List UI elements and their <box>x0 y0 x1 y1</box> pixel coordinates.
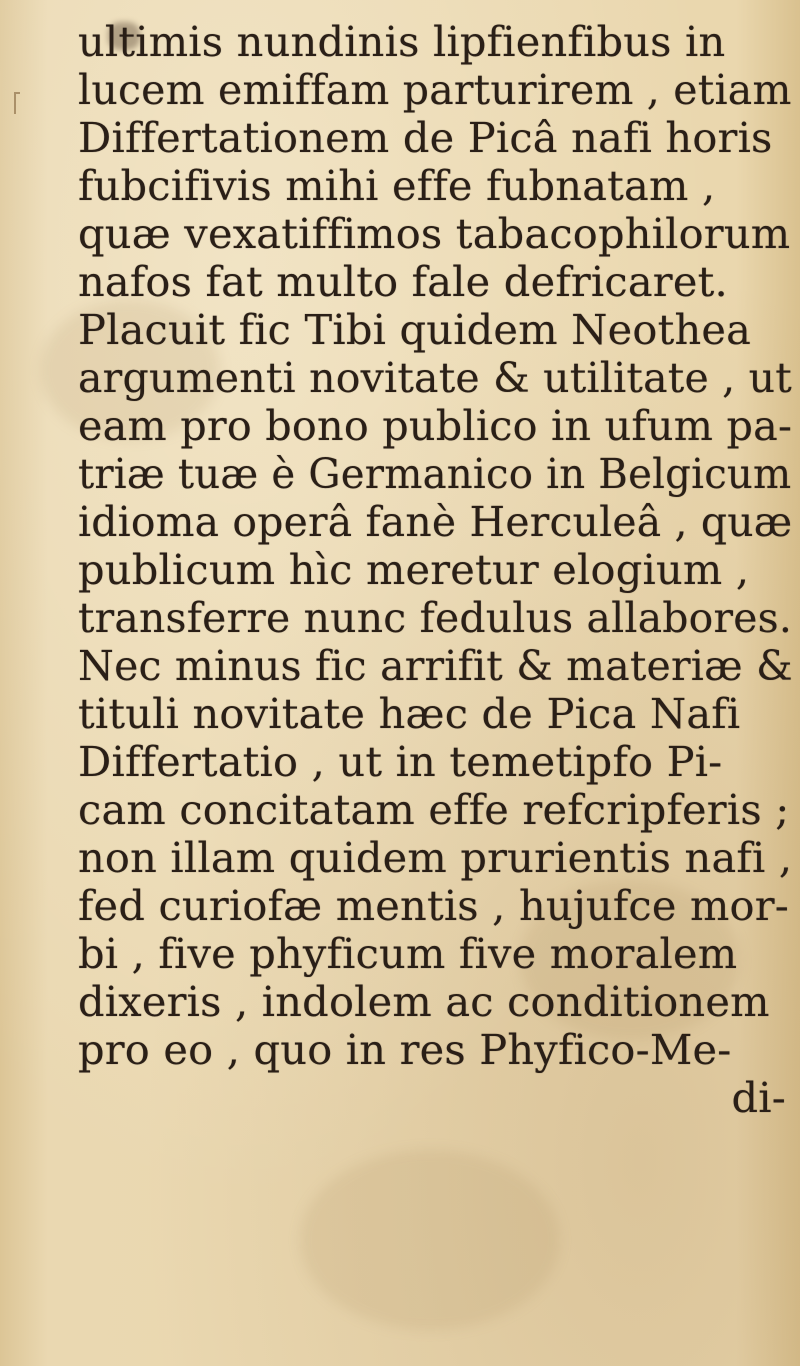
text-line: eam pro bono publico in ufum pa- <box>78 401 793 450</box>
text-line: fubcifivis mihi effe fubnatam , <box>78 161 716 210</box>
latin-text-block <box>78 18 796 1122</box>
text-line: idioma operâ fanè Herculeâ , quæ <box>78 497 793 546</box>
text-line: tituli novitate hæc de Pica Nafi <box>78 689 741 738</box>
text-line: nafos fat multo fale defricaret. <box>78 257 728 306</box>
text-line: triæ tuæ è Germanico in Belgicum <box>78 449 792 498</box>
text-line: ultimis nundinis lipfienfibus in <box>78 17 726 66</box>
text-line: publicum hìc meretur elogium , <box>78 545 750 594</box>
margin-mark <box>14 92 20 114</box>
text-line: Placuit fic Tibi quidem Neothea <box>78 305 752 354</box>
text-line: Differtatio , ut in temetipfo Pi- <box>78 737 723 786</box>
text-line: cam concitatam effe refcripferis ; <box>78 785 790 834</box>
paper-stain <box>300 1150 560 1330</box>
text-line: fed curiofæ mentis , hujufce mor- <box>78 881 789 930</box>
text-line: transferre nunc fedulus allabores. <box>78 593 793 642</box>
text-line: pro eo , quo in res Phyfico-Me- <box>78 1025 732 1074</box>
text-line: dixeris , indolem ac conditionem <box>78 977 770 1026</box>
text-line: non illam quidem prurientis nafi , <box>78 833 793 882</box>
text-line: bi , five phyficum five moralem <box>78 929 738 978</box>
text-line: argumenti novitate & utilitate , ut <box>78 353 792 402</box>
text-line: lucem emiffam parturirem , etiam <box>78 65 792 114</box>
text-line: Nec minus fic arrifit & materiæ & <box>78 641 793 690</box>
catchword: di- <box>731 1073 786 1122</box>
text-line: Differtationem de Picâ nafi horis <box>78 113 773 162</box>
text-line: quæ vexatiffimos tabacophilorum <box>78 209 791 258</box>
